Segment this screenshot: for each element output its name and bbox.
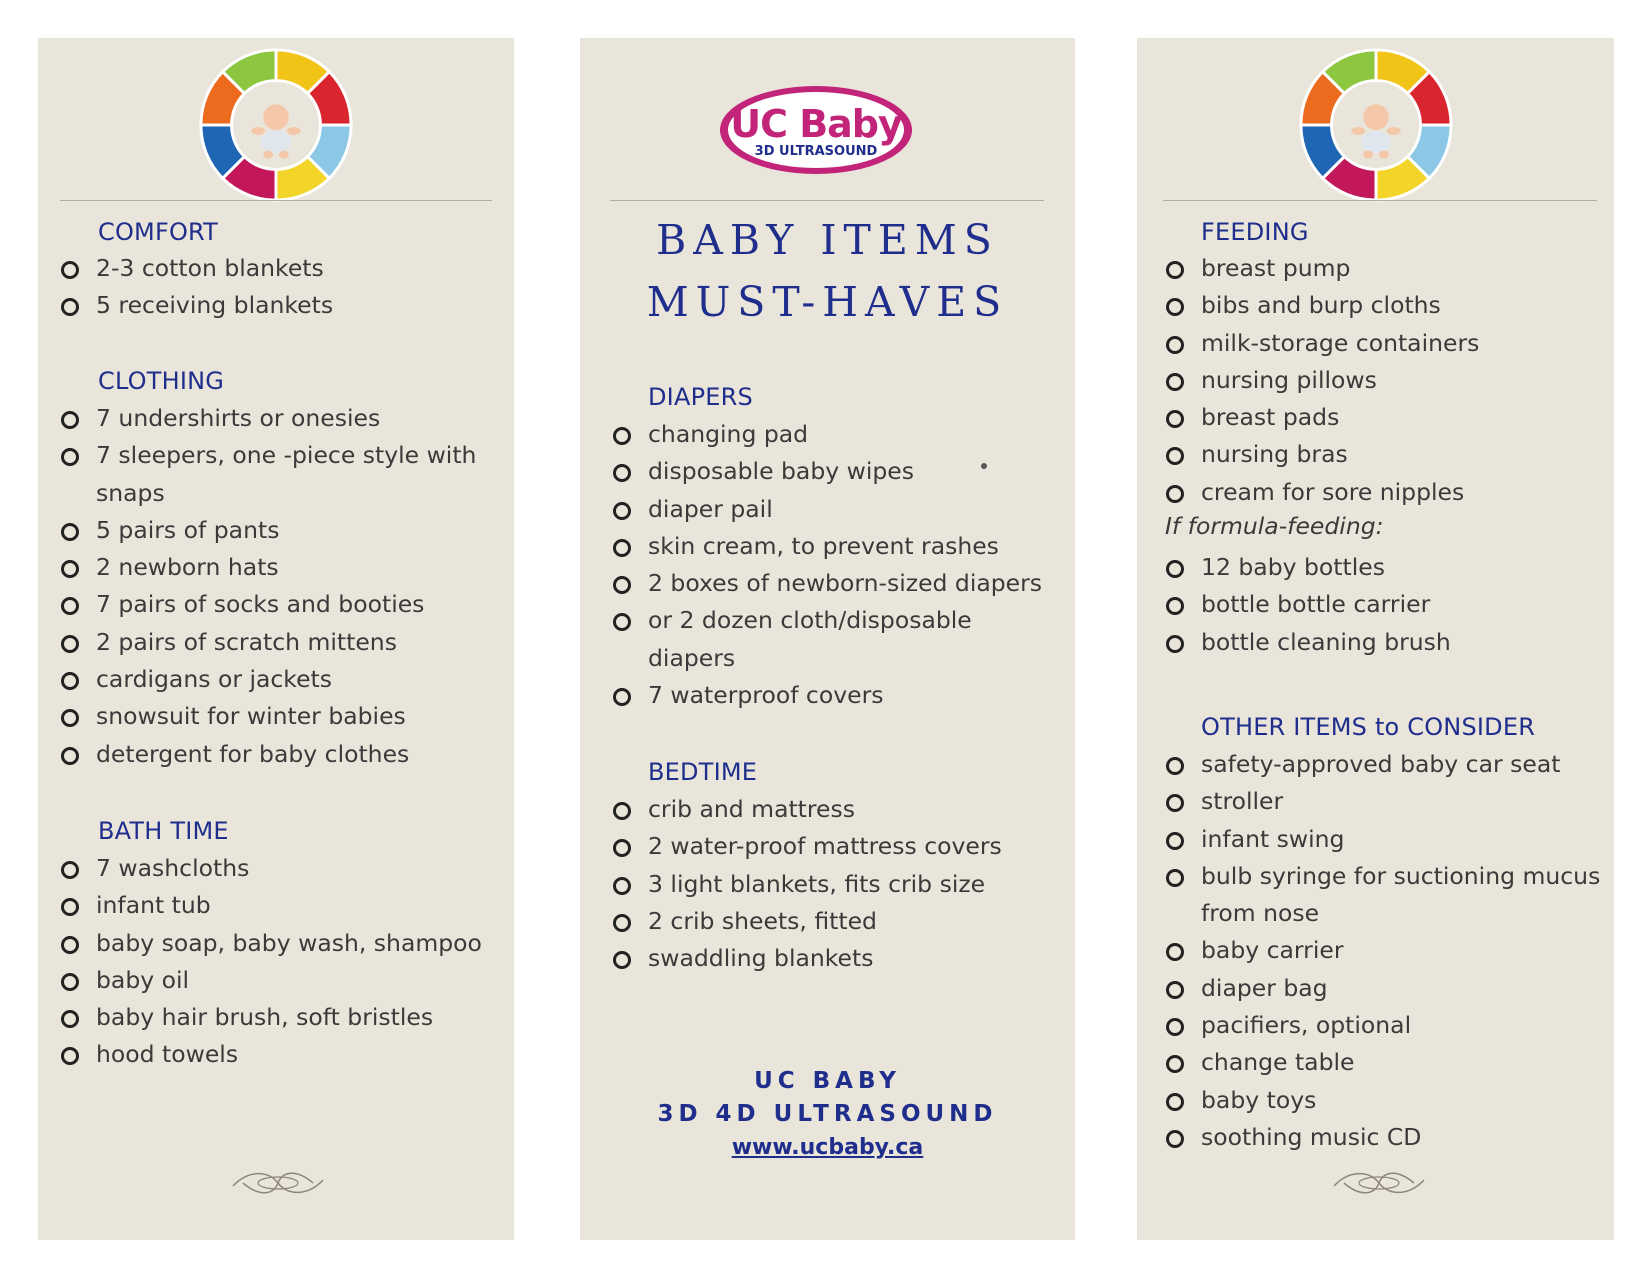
list-item[interactable]: baby hair brush, soft bristles <box>58 999 482 1036</box>
list-item[interactable]: 2 crib sheets, fitted <box>610 903 1002 940</box>
list-item[interactable]: 5 pairs of pants <box>58 512 476 549</box>
list-item[interactable]: stroller <box>1163 783 1600 820</box>
right-panel <box>1137 38 1614 1240</box>
left-logo <box>38 44 514 204</box>
section-title-other-items: OTHER ITEMS to CONSIDER <box>1201 713 1536 741</box>
list-item[interactable]: 7 undershirts or onesies <box>58 400 476 437</box>
list-item[interactable]: 5 receiving blankets <box>58 287 333 324</box>
logo-tagline: 3D ULTRASOUND <box>754 144 878 159</box>
list-item[interactable]: infant swing <box>1163 821 1600 858</box>
list-item[interactable]: skin cream, to prevent rashes <box>610 528 1042 565</box>
list-item[interactable]: baby oil <box>58 962 482 999</box>
list-item[interactable]: disposable baby wipes <box>610 453 1042 490</box>
clothing-list <box>58 400 476 773</box>
page-title-line2: MUST-HAVES <box>646 278 1009 326</box>
decorative-dot <box>981 463 987 469</box>
page-title-line1: BABY ITEMS <box>656 216 999 264</box>
list-item[interactable]: 3 light blankets, fits crib size <box>610 866 1002 903</box>
list-item-continuation: snaps <box>96 478 165 507</box>
list-item[interactable]: snowsuit for winter babies <box>58 698 476 735</box>
section-title-bath-time: BATH TIME <box>98 817 229 845</box>
list-item[interactable]: or 2 dozen cloth/disposable <box>610 602 1042 639</box>
list-item[interactable]: detergent for baby clothes <box>58 736 476 773</box>
flourish-ornament-icon <box>228 1168 328 1198</box>
middle-panel <box>580 38 1075 1240</box>
list-item[interactable]: cardigans or jackets <box>58 661 476 698</box>
list-item[interactable]: bibs and burp cloths <box>1163 287 1479 324</box>
list-item[interactable]: 2 pairs of scratch mittens <box>58 624 476 661</box>
list-item[interactable]: 7 pairs of socks and booties <box>58 586 476 623</box>
footer-company: UC BABY <box>754 1068 901 1094</box>
list-item[interactable]: 2-3 cotton blankets <box>58 250 333 287</box>
list-item[interactable]: breast pump <box>1163 250 1479 287</box>
list-item[interactable]: nursing bras <box>1163 436 1479 473</box>
list-item[interactable]: 7 waterproof covers <box>610 677 1042 714</box>
list-item-continuation: from nose <box>1201 899 1320 928</box>
list-item[interactable]: 7 washcloths <box>58 850 482 887</box>
bedtime-list <box>610 791 1002 977</box>
list-item[interactable]: cream for sore nipples <box>1163 474 1479 511</box>
right-divider <box>1163 200 1597 201</box>
comfort-list <box>58 250 333 325</box>
list-item[interactable]: change table <box>1163 1044 1600 1081</box>
list-item[interactable]: changing pad <box>610 416 1042 453</box>
list-item[interactable]: soothing music CD <box>1163 1119 1600 1156</box>
list-item[interactable]: nursing pillows <box>1163 362 1479 399</box>
list-item[interactable]: 7 sleepers, one -piece style with <box>58 437 476 474</box>
flourish-ornament-icon <box>1329 1168 1429 1198</box>
uc-baby-logo <box>580 44 1075 204</box>
list-item[interactable]: diaper pail <box>610 491 1042 528</box>
left-divider <box>60 200 492 201</box>
list-item-continuation: diapers <box>648 643 736 672</box>
section-title-diapers: DIAPERS <box>648 383 753 411</box>
left-panel <box>38 38 514 1240</box>
list-item[interactable]: milk-storage containers <box>1163 325 1479 362</box>
section-title-comfort: COMFORT <box>98 218 219 246</box>
list-item[interactable]: crib and mattress <box>610 791 1002 828</box>
right-logo <box>1137 44 1614 204</box>
list-item[interactable]: bottle bottle carrier <box>1163 586 1451 623</box>
feeding-list <box>1163 250 1479 511</box>
section-title-clothing: CLOTHING <box>98 367 225 395</box>
diapers-list <box>610 416 1042 714</box>
list-item[interactable]: hood towels <box>58 1036 482 1073</box>
logo-brand: UC Baby <box>730 102 902 146</box>
list-item[interactable]: 2 newborn hats <box>58 549 476 586</box>
list-item[interactable]: breast pads <box>1163 399 1479 436</box>
formula-list <box>1163 549 1451 661</box>
formula-feeding-note: If formula-feeding: <box>1165 512 1384 540</box>
footer-service: 3D 4D ULTRASOUND <box>657 1101 998 1127</box>
section-title-feeding: FEEDING <box>1201 218 1309 246</box>
list-item[interactable]: bulb syringe for suctioning mucus <box>1163 858 1600 895</box>
section-title-bedtime: BEDTIME <box>648 758 758 786</box>
list-item[interactable]: infant tub <box>58 887 482 924</box>
list-item[interactable]: bottle cleaning brush <box>1163 624 1451 661</box>
footer-website-link[interactable]: www.ucbaby.ca <box>731 1135 924 1160</box>
list-item[interactable]: baby toys <box>1163 1082 1600 1119</box>
list-item[interactable]: 2 boxes of newborn-sized diapers <box>610 565 1042 602</box>
list-item[interactable]: baby carrier <box>1163 932 1600 969</box>
bath-time-list <box>58 850 482 1074</box>
list-item[interactable]: 2 water-proof mattress covers <box>610 828 1002 865</box>
list-item[interactable]: 12 baby bottles <box>1163 549 1451 586</box>
baby-wheel-icon <box>197 46 355 204</box>
list-item[interactable]: swaddling blankets <box>610 940 1002 977</box>
other-items-list <box>1163 746 1600 1156</box>
list-item[interactable]: baby soap, baby wash, shampoo <box>58 925 482 962</box>
list-item[interactable]: safety-approved baby car seat <box>1163 746 1600 783</box>
middle-divider <box>610 200 1044 201</box>
list-item[interactable]: diaper bag <box>1163 970 1600 1007</box>
list-item[interactable]: pacifiers, optional <box>1163 1007 1600 1044</box>
baby-wheel-icon <box>1297 46 1455 204</box>
